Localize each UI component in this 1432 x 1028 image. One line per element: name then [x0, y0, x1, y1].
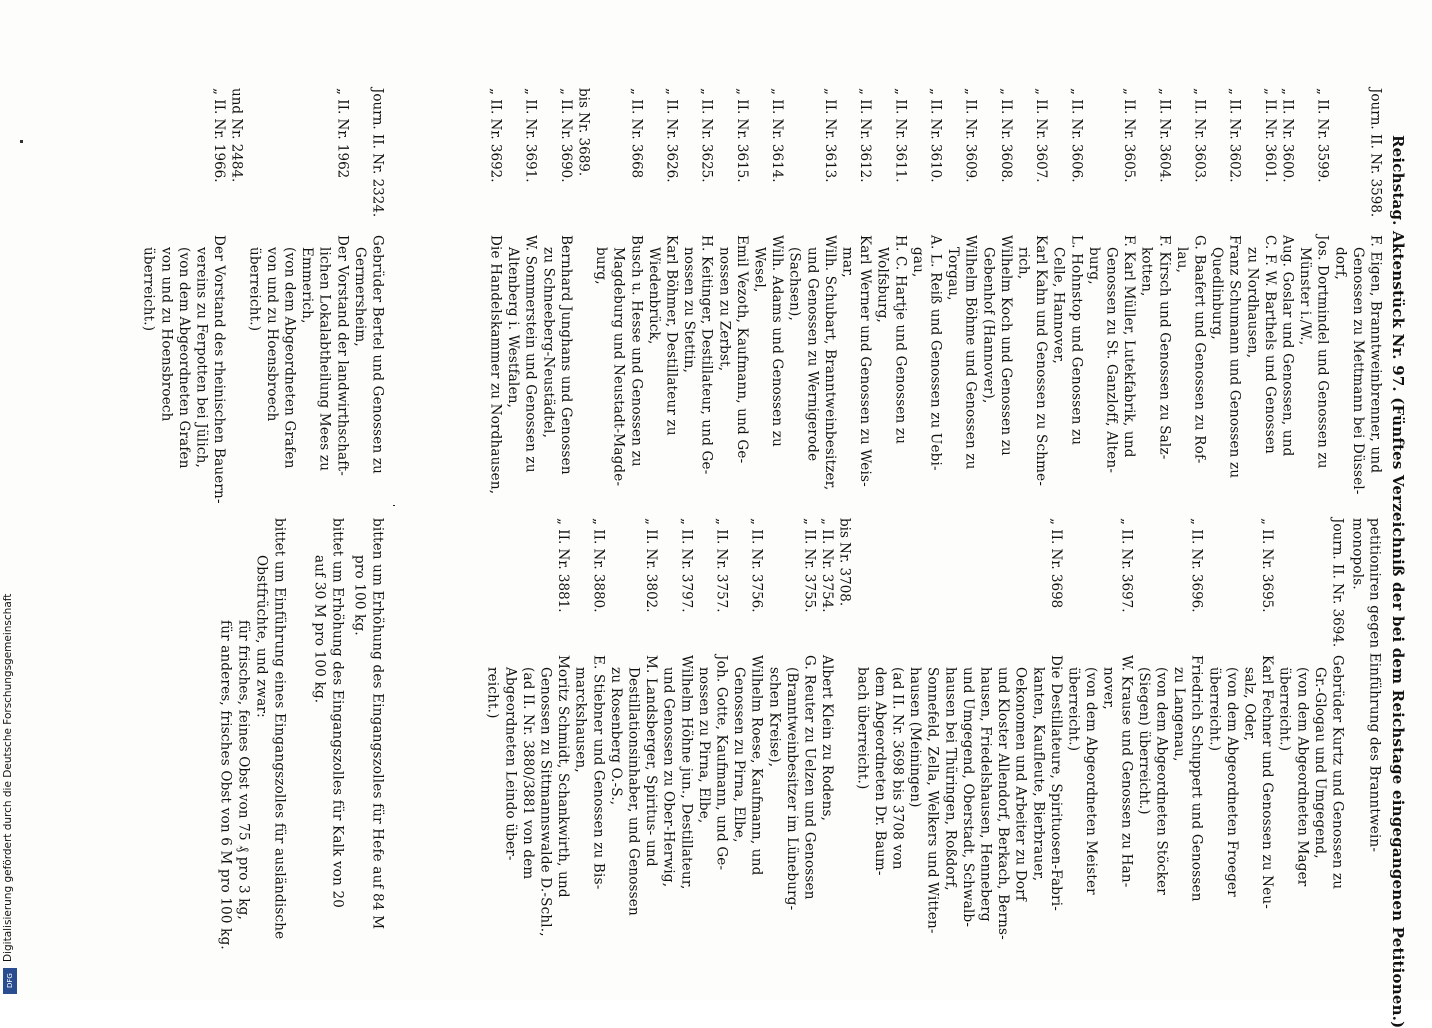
entry-ref: „ II. Nr. 3600.	[1279, 88, 1296, 183]
entry-ref: „ II. Nr. 1966.	[211, 88, 228, 183]
entry-line: Oekonomen und Arbeiter zu Dorf	[1012, 667, 1029, 902]
entry-line: nover,	[1100, 667, 1117, 710]
entry-line: überreicht.)	[1065, 667, 1082, 752]
entry-line: kotten,	[1138, 247, 1155, 297]
entry-ref: „ II. Nr. 3690.	[557, 88, 574, 183]
entry-line: von und zu Hoensbroech	[158, 247, 175, 422]
entry-line: bach überreicht.)	[854, 667, 871, 790]
entry-ref: „ II. Nr. 3615.	[733, 88, 750, 183]
entry-ref: „ II. Nr. 3691.	[522, 88, 539, 183]
entry-line: hausen bei Thüringen, Roßdorf,	[942, 667, 959, 891]
entry-line: (ad II. Nr. 3698 bis 3708 von	[889, 667, 906, 870]
entry-line: Busch u. Hesse und Genossen zu	[628, 235, 645, 467]
entry-line: F. Karl Müller, Lutekfabrik, und	[1121, 235, 1138, 458]
entry-ref: Journ. II. Nr. 3694.	[1329, 518, 1346, 648]
entry-line: Joh. Gotte, Kaufmann, und Ge-	[713, 655, 730, 871]
left-lower-line: für anderes, frisches Obst von 6 M pro 100 kg.	[217, 620, 234, 950]
entry-line: H. Keitinger, Destillateur, und Ge-	[698, 235, 715, 475]
entry-line: Wolfsburg,	[874, 247, 891, 324]
entry-ref: „ II. Nr. 3601.	[1261, 88, 1278, 183]
entry-line: (von dem Abgeordneten Grafen	[281, 247, 298, 469]
entry-ref: „ II. Nr. 3695.	[1259, 518, 1276, 613]
entry-line: (Branntweinbesitzer im Lüneburg-	[783, 667, 800, 911]
entry-line: Sonnefeld, Zella, Welkers und Witten-	[924, 667, 941, 934]
entry-line: Karl Fechner und Genossen zu Neu-	[1259, 655, 1276, 910]
entry-line: M. Landsberger, Spiritus- und	[643, 655, 660, 867]
entry-line: nossen zu Pirna, Elbe,	[695, 667, 712, 824]
entry-ref: „ II. Nr. 3692.	[487, 88, 504, 183]
entry-line: Germersheim,	[351, 247, 368, 347]
entry-ref: „ II. Nr. 3607.	[1033, 88, 1050, 183]
entry-line: kanten, Kaufleute, Bierbrauer,	[1030, 667, 1047, 882]
entry-line: W. Krause und Genossen zu Han-	[1118, 655, 1135, 888]
entry-line: F. Kirsch und Genossen zu Salz-	[1156, 235, 1173, 460]
entry-ref: „ II. Nr. 3602.	[1226, 88, 1243, 183]
entry-ref: „ II. Nr. 1962	[334, 88, 351, 179]
entry-line: burg,	[1085, 247, 1102, 285]
entry-ref: „ II. Nr. 3757.	[713, 518, 730, 613]
entry-line: überreicht.)	[1276, 667, 1293, 752]
entry-line: Aug. Goslar und Genossen, und	[1279, 235, 1296, 457]
entry-line: Gebrüder Kurtz und Genossen zu	[1329, 655, 1346, 890]
entry-ref: „ II. Nr. 3605.	[1121, 88, 1138, 183]
entry-line: nossen zu Zerbst,	[716, 247, 733, 372]
entry-line: F. Eigen, Branntweinbrenner, und	[1367, 235, 1384, 474]
entry-ref: „ II. Nr. 3697.	[1118, 518, 1135, 613]
entry-line: reicht.)	[484, 667, 501, 719]
entry-line: (ad II. Nr. 3880/3881 von dem	[519, 667, 536, 880]
entry-line: Gebrüder Bertel und Genossen zu	[369, 235, 386, 475]
left-lower-line: bittet um Einführung eines Eingangszolles für ausländische	[271, 518, 288, 940]
entry-line: Gr.-Glogau und Umgegend,	[1311, 667, 1328, 859]
entry-ref: „ II. Nr. 3797.	[678, 518, 695, 613]
entry-line: L. Hohnstop und Genossen zu	[1068, 235, 1085, 446]
entry-line: Wiedenbrück,	[645, 247, 662, 345]
entry-line: überreicht.)	[140, 247, 157, 332]
entry-line: Wilhelm Koch und Genossen zu	[997, 235, 1014, 456]
entry-line: Karl Böhmer, Destillateur zu	[663, 235, 680, 436]
entry-line: Karl Werner und Genossen zu Weis-	[857, 235, 874, 487]
entry-line: Wilhelm Höhne jun., Destillateur,	[678, 655, 695, 890]
entry-ref: „ II. Nr. 3604.	[1156, 88, 1173, 183]
entry-line: überreicht.)	[1206, 667, 1223, 752]
entry-line: hausen (Meiningen)	[907, 667, 924, 808]
entry-line: Torgau,	[945, 247, 962, 301]
entry-line: (von dem Abgeordneten Stöcker	[1153, 667, 1170, 895]
entry-ref: „ II. Nr. 3881.	[555, 518, 572, 613]
entry-ref: „ II. Nr. 3668	[628, 88, 645, 179]
entry-line: A. L. Reiß und Genossen zu Uebi-	[927, 235, 944, 471]
entry-line: Altenberg i. Westfalen,	[505, 247, 522, 409]
left-lower-line: Obstfrüchte, und zwar:	[253, 555, 270, 718]
entry-line: und Kloster Allendorf, Berkach, Berns-	[995, 667, 1012, 940]
page-title: Reichstag. Aktenstück Nr. 97. (Fünftes Verzeichniß der bei dem Reichstage eingegangenen Petitionen.)	[1389, 135, 1407, 1028]
entry-line: W. Sommerstein und Genossen zu	[522, 235, 539, 473]
entry-line: Wilh. Schubart, Branntweinbesitzer,	[821, 235, 838, 491]
entry-ref: „ II. Nr. 3698	[1047, 518, 1064, 609]
entry-ref: „ II. Nr. 3880.	[590, 518, 607, 613]
entry-line: Karl Kahn und Genossen zu Schme-	[1033, 235, 1050, 487]
entry-ref: „ II. Nr. 3603.	[1191, 88, 1208, 183]
entry-line: Der Vorstand der landwirthschaft-	[334, 235, 351, 477]
entry-line: burg,	[593, 247, 610, 285]
entry-line: (von dem Abgeordneten Froeger	[1223, 667, 1240, 897]
entry-line: Franz Schumann und Genossen zu	[1226, 235, 1243, 479]
entry-line: (von dem Abgeordneten Mager	[1294, 667, 1311, 887]
entry-ref: „ II. Nr. 3599.	[1314, 88, 1331, 183]
entry-line: E. Stiebner und Genossen zu Bis-	[590, 655, 607, 890]
scan-speck	[20, 140, 23, 143]
entry-line: (Sachsen),	[786, 247, 803, 321]
entry-line: und Umgegend, Oberstadt, Schwalb-	[959, 667, 976, 928]
entry-line: Der Vorstand des rheinischen Bauern-	[211, 235, 228, 504]
left-column-heading-line2: monopols.	[1349, 518, 1366, 590]
entry-ref: „ II. Nr. 3611.	[892, 88, 909, 183]
entry-line: Die Handelskammer zu Nordhausen,	[487, 235, 504, 495]
entry-ref: „ II. Nr. 3625.	[698, 88, 715, 183]
entry-ref: „ II. Nr. 3754.	[819, 518, 836, 613]
left-lower-line: auf 30 M pro 100 kg.	[311, 555, 328, 704]
entry-line: überreicht.)	[246, 247, 263, 332]
entry-line: marckshausen,	[572, 667, 589, 773]
entry-ref: „ II. Nr. 3802.	[643, 518, 660, 613]
entry-ref: Journ. II. Nr. 2324.	[369, 88, 386, 218]
dfg-logo: DFG	[3, 968, 17, 994]
entry-line: zu Nordhausen,	[1244, 247, 1261, 359]
entry-ref: bis Nr. 3708.	[836, 518, 853, 607]
entry-ref: „ II. Nr. 3609.	[962, 88, 979, 183]
entry-ref: „ II. Nr. 3626.	[663, 88, 680, 183]
footer-credit: Digitalisierung gefördert durch die Deutsche Forschungsgemeinschaft	[2, 593, 14, 962]
entry-line: Genossen zu Mettmann bei Düssel-	[1349, 247, 1366, 495]
entry-line: lau,	[1173, 247, 1190, 274]
left-lower-line: pro 100 kg.	[351, 555, 368, 636]
entry-line: hausen, Friedelshausen, Henneberg	[977, 667, 994, 922]
entry-line: Münster i./W.,	[1297, 247, 1314, 346]
entry-line: gau,	[909, 247, 926, 278]
entry-line: Genossen zu Pirna, Elbe,	[731, 667, 748, 843]
entry-line: (Siegen) überreicht.)	[1135, 667, 1152, 815]
entry-line: Magdeburg und Neustadt-Magde-	[610, 247, 627, 487]
entry-line: Emil Vezoth, Kaufmann, und Ge-	[733, 235, 750, 464]
entry-line: Destillationsinhaber, und Genossen	[625, 667, 642, 916]
entry-line: Emmerich,	[299, 247, 316, 324]
entry-ref: „ II. Nr. 3606.	[1068, 88, 1085, 183]
entry-line: G. Reuter zu Uelzen und Genossen	[801, 655, 818, 900]
entry-line: dem Abgeordneten Dr. Baum-	[871, 667, 888, 876]
entry-line: zu Langenau,	[1171, 667, 1188, 762]
left-lower-line: bittet um Erhöhung des Eingangszolles für Kalk von 20	[329, 518, 346, 909]
entry-line: Die Destillateure, Spirituosen-Fabri-	[1047, 655, 1064, 911]
left-lower-line: für frisches, feines Obst von 75 ₰ pro 3 kg,	[235, 620, 252, 921]
entry-ref: bis Nr. 3689.	[575, 88, 592, 177]
entry-line: Abgeordneten Leindo über-	[502, 667, 519, 861]
entry-line: schen Kreise),	[766, 667, 783, 768]
section-rule	[393, 505, 395, 506]
entry-line: nossen zu Stettin,	[681, 247, 698, 374]
entry-line: Jos. Dortmindel und Genossen zu	[1314, 235, 1331, 469]
entry-line: dorf,	[1332, 247, 1349, 281]
entry-line: rich,	[1015, 247, 1032, 280]
entry-line: (von dem Abgeordneten Meister	[1083, 667, 1100, 895]
entry-ref: „ II. Nr. 3612.	[857, 88, 874, 183]
entry-line: mar,	[839, 247, 856, 278]
entry-line: Moritz Schmidt, Schankwirth, und	[555, 655, 572, 898]
entry-line: Friedrich Schuppert und Genossen	[1188, 655, 1205, 902]
entry-line: zu Schneeberg-Neustädtel,	[540, 247, 557, 439]
entry-line: H. C. Hartje und Genossen zu	[892, 235, 909, 445]
entry-line: Wilh. Adams und Genossen zu	[769, 235, 786, 447]
entry-line: und Genossen zu Wernigerode	[804, 247, 821, 462]
entry-line: Quedlinburg,	[1209, 247, 1226, 340]
entry-ref: „ II. Nr. 3613.	[821, 88, 838, 183]
entry-line: Albert Klein zu Rodens,	[819, 655, 836, 822]
entry-line: Celle, Hannover,	[1050, 247, 1067, 364]
entry-ref: „ II. Nr. 3755.	[801, 518, 818, 613]
entry-ref: „ II. Nr. 3756.	[748, 518, 765, 613]
entry-line: C. F. W. Barthels und Genossen	[1261, 235, 1278, 454]
left-lower-line: bitten um Erhöhung des Eingangszolles für Hefe auf 84 M	[369, 518, 386, 930]
entry-line: lichen Lokalabtheilung Mees zu	[316, 247, 333, 472]
entry-line: vereins zu Ferpotten bei Jülich,	[193, 247, 210, 468]
entry-line: (von dem Abgeordneten Grafen	[175, 247, 192, 469]
entry-ref: „ II. Nr. 3608.	[997, 88, 1014, 183]
entry-ref: „ II. Nr. 3610.	[927, 88, 944, 183]
entry-line: G. Baafert und Genossen zu Rof-	[1191, 235, 1208, 464]
entry-line: und Genossen zu Ober-Herwig,	[660, 667, 677, 888]
entry-line: Wesel,	[751, 247, 768, 293]
entry-line: Gebenhof (Hannover),	[980, 247, 997, 404]
entry-line: Wilhelm Böhme und Genossen zu	[962, 235, 979, 470]
entry-line: Bernhard Junghans und Genossen	[557, 235, 574, 475]
entry-ref: Journ. II. Nr. 3598.	[1367, 88, 1384, 218]
entry-line: Genossen zu Sittmannswalde D.-Schl.,	[537, 667, 554, 937]
entry-ref: „ II. Nr. 3614.	[769, 88, 786, 183]
entry-line: salz, Oder,	[1241, 667, 1258, 742]
entry-line: Genossen zu St. Ganzloff, Alten-	[1103, 247, 1120, 474]
entry-line: zu Rosenberg O.-S.,	[607, 667, 624, 806]
entry-line: Wilhelm Roese, Kaufmann, und	[748, 655, 765, 876]
entry-ref: „ II. Nr. 3696.	[1188, 518, 1205, 613]
entry-ref: und Nr. 2484.	[228, 88, 245, 183]
left-column-heading-line1: petitioniren gegen Einführung des Branntwein-	[1366, 518, 1383, 853]
entry-line: von und zu Hoensbroech	[263, 247, 280, 422]
